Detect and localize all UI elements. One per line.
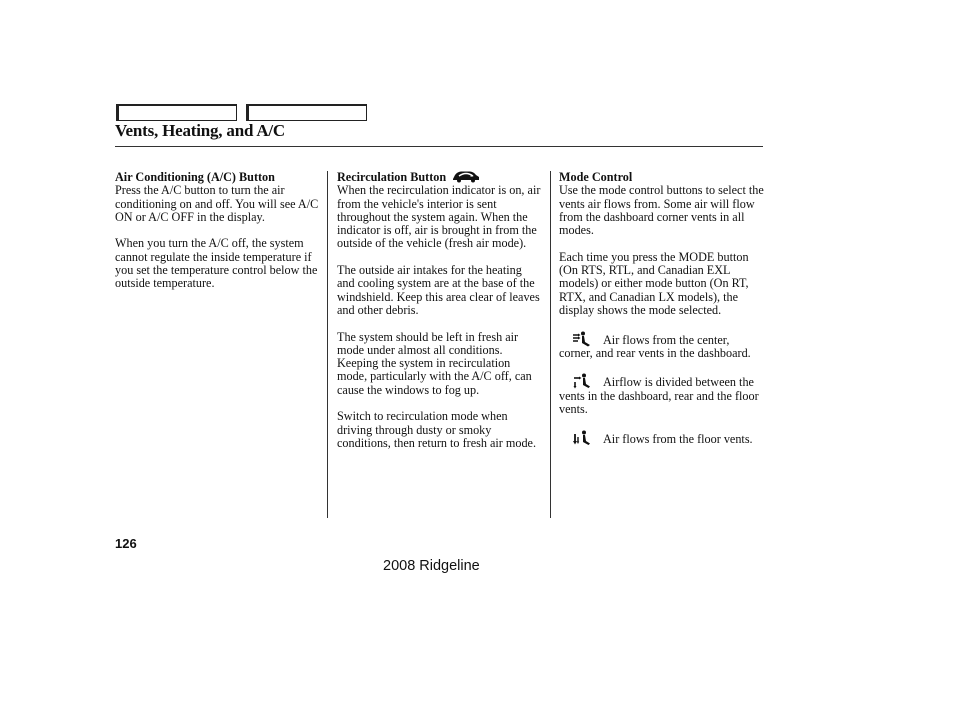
recirculation-heading-row [337, 171, 542, 184]
ac-paragraph-1: Press the A/C button to turn the air conditioning on and off. You will see A/C ON or A/C OFF in the display. [115, 183, 319, 224]
mode-control-heading: Mode Control [559, 170, 633, 184]
mode-floor-text: Air flows from the floor vents. [603, 431, 753, 446]
nav-tab-box-2 [246, 104, 367, 121]
mode-bilevel-text: Airflow is divided between the vents in the dashboard, rear and the floor vents. [559, 375, 759, 417]
mode-dash-text: Air flows from the center, corner, and rear vents in the dashboard. [559, 332, 751, 360]
recirculation-paragraph-2: The outside air intakes for the heating and cooling system are at the base of the windshield. Keep this area clear of leaves and other debris. [337, 263, 540, 317]
column-mode-control [559, 171, 764, 459]
bi-level-mode-icon [571, 373, 591, 389]
ac-button-heading: Air Conditioning (A/C) Button [115, 170, 275, 184]
nav-tab-box-1 [116, 104, 237, 121]
mode-paragraph-1: Use the mode control buttons to select the vents air flows from. Some air will flow from the dashboard corner vents in all modes. [559, 183, 764, 238]
mode-paragraph-2: Each time you press the MODE button (On RTS, RTL, and Canadian EXL models) or either mode button (On RT, RTX, and Canadian LX models), the display shows the mode selected. [559, 249, 749, 317]
recirculation-paragraph-3: The system should be left in fresh air mode under almost all conditions. Keeping the system in recirculation mode, particularly with the A/C off, can cause the windows to fog up. [337, 329, 532, 397]
column-divider-2 [550, 171, 551, 518]
mode-item-floor [559, 430, 764, 446]
ac-paragraph-2: When you turn the A/C off, the system cannot regulate the inside temperature if you set the temperature control below the outside temperature. [115, 236, 318, 291]
dash-vent-mode-icon [571, 331, 591, 347]
page-number: 126 [115, 536, 137, 551]
recirculation-paragraph-4: Switch to recirculation mode when driving through dusty or smoky conditions, then return to fresh air mode. [337, 409, 537, 450]
column-recirculation [337, 171, 542, 464]
recirculation-heading: Recirculation Button [337, 170, 447, 184]
column-ac-button [115, 171, 320, 304]
floor-vent-mode-icon [571, 430, 591, 446]
recirculation-paragraph-1: When the recirculation indicator is on, air from the vehicle's interior is sent throughout the system again. When the indicator is off, air is brought in from the outside of the vehicle (fresh air mode). [337, 183, 541, 251]
section-title: Vents, Heating, and A/C [115, 121, 285, 140]
column-divider-1 [327, 171, 328, 518]
footer-model-name: 2008 Ridgeline [383, 558, 480, 574]
mode-item-dash [559, 331, 764, 361]
recirculation-car-icon [451, 168, 481, 184]
mode-item-bilevel [559, 373, 764, 416]
header-rule [115, 146, 763, 147]
